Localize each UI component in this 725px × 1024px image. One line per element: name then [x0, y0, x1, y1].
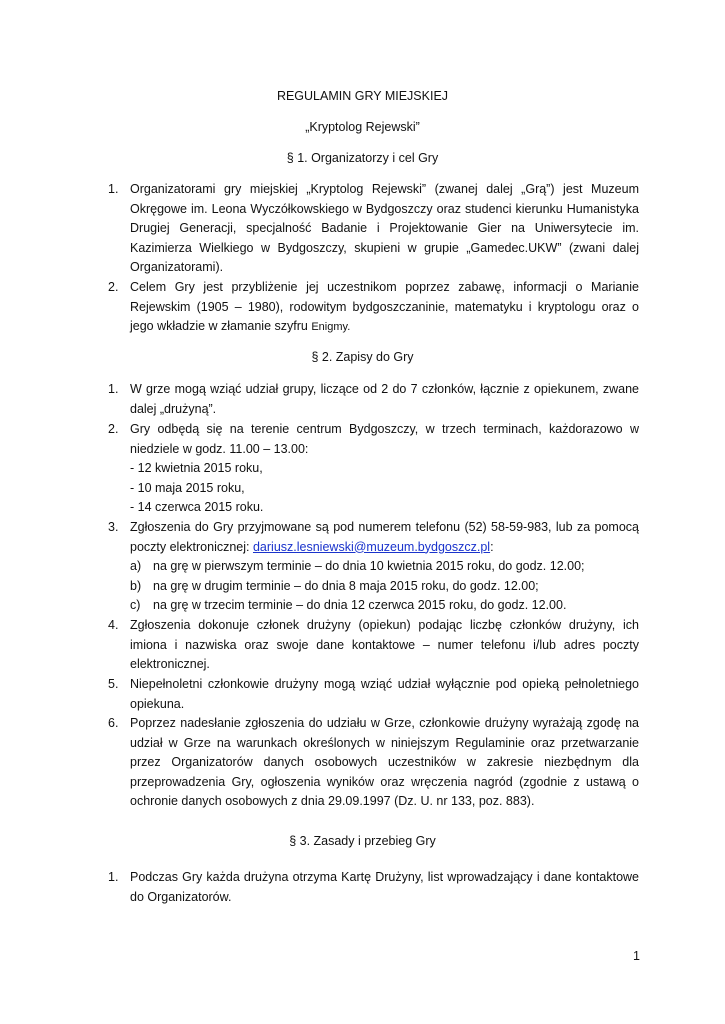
date-line: - 12 kwietnia 2015 roku, [130, 461, 263, 475]
sub-item-b-letter: b) [130, 579, 142, 593]
document-subtitle: „Kryptolog Rejewski” [305, 120, 420, 134]
s3-item-1-number: 1. [108, 870, 119, 884]
s1-item-2-number: 2. [108, 280, 119, 294]
s2-item-4-number: 4. [108, 618, 119, 632]
s2-item-2-number: 2. [108, 422, 119, 436]
s3-item-1-text [130, 868, 639, 907]
section-3-heading: § 3. Zasady i przebieg Gry [289, 834, 436, 848]
text-line [130, 538, 639, 558]
email-link[interactable]: dariusz.lesniewski@muzeum.bydgoszcz.pl [252, 539, 491, 554]
text-line: Organizatorami gry miejskiej „Kryptolog Rejewski” (zwanej dalej „Grą”) jest Muzeum [130, 182, 639, 196]
s2-item-5-number: 5. [108, 677, 119, 691]
s2-item-4-text [130, 616, 639, 675]
text-line: Poprzez nadesłanie zgłoszenia do udziału w Grze, członkowie drużyny wyrażają zgodę na [130, 716, 639, 730]
enigma-word: Enigmy. [311, 321, 351, 333]
s2-item-1-number: 1. [108, 382, 119, 396]
text-line: Rejewskim (1905 – 1980), rodowitym bydgoszczaninie, matematyku i kryptologu oraz o [130, 299, 639, 314]
text-line: imiona i nazwiska oraz swoje dane kontaktowe – numer telefonu i/lub adres poczty [130, 637, 639, 652]
s2-item-3-text [130, 518, 639, 557]
sub-item-a-text: na grę w pierwszym terminie – do dnia 10 kwietnia 2015 roku, do godz. 12.00; [153, 559, 585, 573]
sub-item-b-text: na grę w drugim terminie – do dnia 8 maja 2015 roku, do godz. 12.00; [153, 579, 539, 593]
text-line: Niepełnoletni członkowie drużyny mogą wziąć udział wyłącznie pod opieką pełnoletniego [130, 677, 639, 691]
text-line: opiekuna. [130, 696, 185, 711]
sub-item-a-letter: a) [130, 559, 142, 573]
s1-item-1-text [130, 180, 639, 278]
text-line: Zgłoszenia dokonuje członek drużyny (opiekun) podając liczbę członków drużyny, ich [130, 618, 639, 632]
sub-item-c-letter: c) [130, 598, 141, 612]
s2-item-3-number: 3. [108, 520, 119, 534]
s2-item-6-text [130, 714, 639, 812]
s2-item-5-text [130, 675, 639, 714]
text-line: Kazimierza Wielkiego w Bydgoszczy, skupieni w grupie „Gamedec.UKW” (zwani dalej [130, 240, 639, 255]
s1-item-2-text [130, 278, 639, 338]
text-line: niedziele w godz. 11.00 – 13.00: [130, 441, 309, 456]
date-line: - 10 maja 2015 roku, [130, 480, 245, 495]
text-line: Podczas Gry każda drużyna otrzyma Kartę Drużyny, list wprowadzający i dane kontaktowe [130, 870, 639, 884]
text-line: Organizatorami). [130, 260, 224, 274]
text-line: udział w Grze na warunkach określonych w niniejszym Regulaminie oraz przetwarzanie [130, 735, 639, 750]
text-line: Zgłoszenia do Gry przyjmowane są pod numerem telefonu (52) 58-59-983, lub za pomocą [130, 520, 639, 534]
text-fragment: poczty elektronicznej: [130, 539, 253, 554]
page-number: 1 [633, 949, 640, 963]
s2-item-1-text [130, 380, 639, 419]
text-line: do Organizatorów. [130, 889, 232, 904]
text-line: Celem Gry jest przybliżenie jej uczestnikom poprzez zabawę, informacji o Marianie [130, 280, 639, 294]
text-line: Drugiej Generacji, specjalność Badanie i Projektowanie Gier na Uniwersytecie im. [130, 221, 639, 235]
sub-item-c-text: na grę w trzecim terminie – do dnia 12 czerwca 2015 roku, do godz. 12.00. [153, 598, 567, 612]
date-line: - 14 czerwca 2015 roku. [130, 500, 264, 514]
section-1-heading: § 1. Organizatorzy i cel Gry [286, 151, 439, 165]
text-line: ochronie danych osobowych z dnia 29.09.1997 (Dz. U. nr 133, poz. 883). [130, 794, 535, 808]
s2-item-6-number: 6. [108, 716, 119, 730]
text-line: dalej „drużyną”. [130, 401, 217, 416]
text-line: elektronicznej. [130, 657, 210, 671]
text-line [130, 317, 639, 338]
document-title: REGULAMIN GRY MIEJSKIEJ [276, 89, 449, 103]
text-line: Gry odbędą się na terenie centrum Bydgoszczy, w trzech terminach, każdorazowo w [130, 422, 639, 436]
text-line: Okręgowe im. Leona Wyczółkowskiego w Bydgoszczy oraz studenci kierunku Humanistyka [130, 201, 639, 216]
text-line: przeprowadzenia Gry, ogłoszenia wyników oraz wręczenia nagród (zgodnie z ustawą o [130, 774, 639, 789]
text-line: przez Organizatorów danych osobowych uczestników w zakresie niezbędnym dla [130, 755, 639, 769]
text-line: W grze mogą wziąć udział grupy, liczące od 2 do 7 członków, łącznie z opiekunem, zwane [130, 382, 639, 396]
section-2-heading: § 2. Zapisy do Gry [311, 350, 414, 364]
text-fragment: : [490, 539, 494, 554]
s1-item-1-number: 1. [108, 182, 119, 196]
s2-item-2-text [130, 420, 639, 518]
text-fragment: jego wkładzie w złamanie szyfru [130, 319, 312, 333]
